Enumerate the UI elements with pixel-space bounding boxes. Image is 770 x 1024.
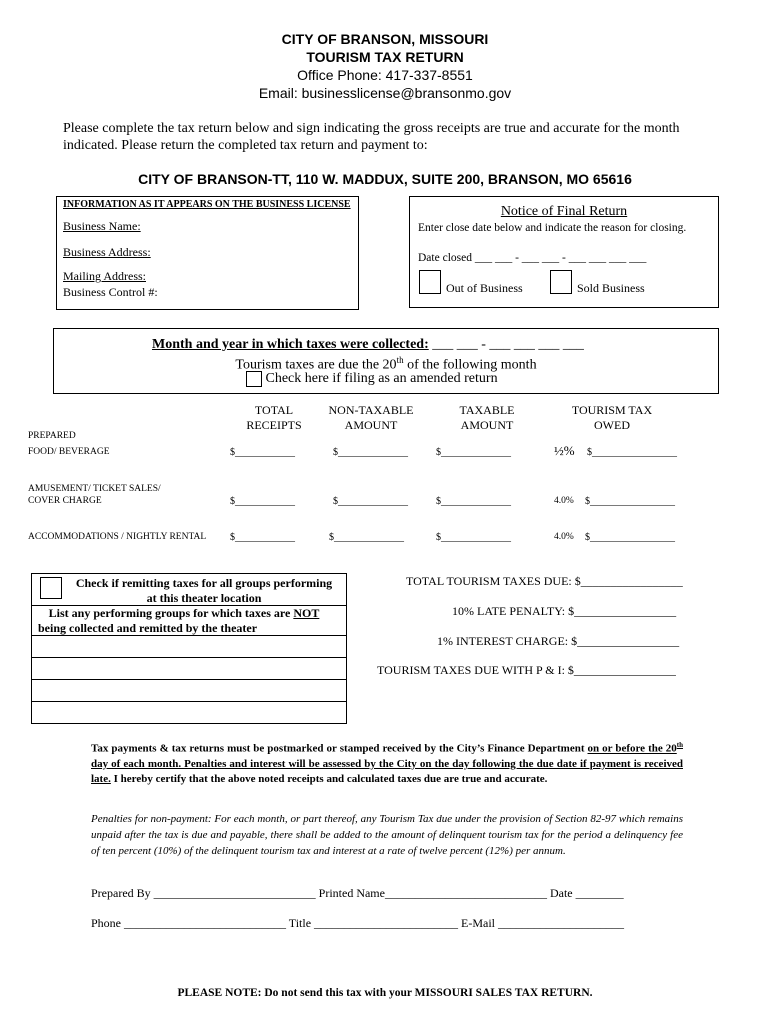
collection-period-row [152,337,584,353]
table-row [0,484,770,514]
contact-line[interactable]: Phone ___________________________ Title ________________________ E-Mail _____________________ [91,916,625,930]
row-label: FOOD/ BEVERAGE [28,447,110,457]
col-header-line: OWED [594,418,630,432]
penalties-text: Penalties for non-payment: For each month, or part thereof, any Tourism Tax due under the provision of Section 82-97 which remains unpaid after the tax is due and payable, there shall be added to the amount of delinquent tourism tax for the period a delinquency fee of ten percent (10%) of the delinquent tourism tax and interest at a rate of twelve percent (12%) per annum. [91,813,683,857]
all-groups-line: Check if remitting taxes for all groups performing [75,576,333,590]
taxable-field[interactable]: $______________ [436,496,511,507]
late-penalty[interactable]: 10% LATE PENALTY: $_________________ [452,604,677,618]
col-header-line: TOTAL [254,403,294,417]
due-date-suffix: of the following month [403,357,537,373]
final-return-title: Notice of Final Return [500,204,628,219]
mailing-destination: CITY OF BRANSON-TT, 110 W. MADDUX, SUITE 200, BRANSON, MO 65616 [138,171,632,187]
performing-groups-box [31,573,347,724]
groups-list-prefix: List any performing groups for which taxes are [48,606,294,620]
groups-list-line [32,606,346,621]
form-title-city: CITY OF BRANSON, MISSOURI [281,31,489,47]
all-groups-line: at this theater location [146,591,262,605]
groups-list-header [32,605,346,636]
office-email: Email: businesslicense@bransonmo.gov [258,85,512,101]
out-of-business-label: Out of Business [446,281,523,295]
group-entry-line[interactable] [32,635,346,658]
form-title-return: TOURISM TAX RETURN [306,49,464,65]
amended-row [246,371,498,387]
all-groups-checkbox[interactable] [40,577,62,599]
total-receipts-field[interactable]: $____________ [230,447,295,458]
total-receipts-field[interactable]: $____________ [230,532,295,543]
office-phone: Office Phone: 417-337-8551 [297,67,473,83]
notice-text: Tax payments & tax returns must be postmarked or stamped received by the City’s Finance Department [91,742,588,755]
amended-checkbox[interactable] [246,371,262,387]
non-taxable-field[interactable]: $______________ [333,447,408,458]
date-closed-field[interactable]: Date closed ___ ___ - ___ ___ - ___ ___ ___ ___ [418,252,647,264]
notice-deadline: on or before the 20 [587,742,677,755]
notice-certify: I hereby certify that the above noted receipts and calculated taxes due are true and accurate. [110,772,548,785]
group-entry-line[interactable] [32,701,346,724]
row-label: AMUSEMENT/ TICKET SALES/ [28,484,161,494]
col-header-line: TAXABLE [459,403,515,417]
total-receipts-field[interactable]: $____________ [230,496,295,507]
collection-period-label: Month and year in which taxes were collected: [152,337,429,352]
business-info-box [56,196,359,310]
non-taxable-field[interactable]: $______________ [333,496,408,507]
taxable-field[interactable]: $______________ [436,447,511,458]
group-entry-line[interactable] [32,657,346,680]
col-header-taxable [434,403,540,433]
final-return-instruction: Enter close date below and indicate the reason for closing. [418,222,687,234]
col-header-line: AMOUNT [460,418,514,432]
col-header-line: TOURISM TAX [571,403,653,417]
sold-business-checkbox[interactable] [550,270,572,294]
notice-sup: th [676,741,683,749]
col-header-line: RECEIPTS [246,418,302,432]
collection-period-box [53,328,719,394]
notice-penalty-terms: day of each month. Penalties and interest will be assessed by the City on the day following the due date if payment is received late. [91,757,683,785]
business-address-field[interactable]: Business Address: [63,245,151,259]
certification-notice [91,738,683,787]
col-header-line: AMOUNT [344,418,398,432]
amended-label: Check here if filing as an amended return [265,371,498,387]
groups-list-line: being collected and remitted by the theater [38,621,258,635]
col-header-tax-owed [556,403,668,433]
sold-business-label: Sold Business [577,281,645,295]
row-label: ACCOMMODATIONS / NIGHTLY RENTAL [28,532,207,542]
mailing-address-field[interactable]: Mailing Address: [63,269,146,283]
group-entry-line[interactable] [32,679,346,702]
out-of-business-checkbox[interactable] [419,270,441,294]
tax-rate: ½% [554,443,575,458]
tax-rate: 4.0% [554,496,574,506]
interest-charge[interactable]: 1% INTEREST CHARGE: $_________________ [437,634,680,648]
collection-period-field[interactable]: ___ ___ - ___ ___ ___ ___ [432,337,584,352]
all-groups-label [66,576,342,606]
table-row [0,431,770,465]
row-label: COVER CHARGE [28,496,102,506]
business-control-field[interactable]: Business Control #: [63,285,158,299]
intro-text: Please complete the tax return below and sign indicating the gross receipts are true and accurate for the month indicated. Please return the completed tax return and payment to: [63,121,680,153]
final-return-box [409,196,719,308]
total-tourism-taxes-due[interactable]: TOTAL TOURISM TAXES DUE: $_________________ [406,574,683,588]
tax-owed-field[interactable]: $_________________ [585,496,675,507]
tax-owed-field[interactable]: $_________________ [585,532,675,543]
business-info-heading: INFORMATION AS IT APPEARS ON THE BUSINESS LICENSE [63,199,351,210]
prepared-by-line[interactable]: Prepared By ___________________________ Printed Name___________________________ Date ________ [91,886,624,900]
tax-owed-field[interactable]: $_________________ [587,447,677,458]
due-date-prefix: Tourism taxes are due the 20 [235,357,397,373]
table-row [0,532,770,550]
col-header-line: NON-TAXABLE [328,403,414,417]
col-header-total-receipts [226,403,322,433]
row-label: PREPARED [28,431,76,441]
business-name-field[interactable]: Business Name: [63,219,141,233]
due-date-sup: th [396,355,404,365]
taxable-field[interactable]: $______________ [436,532,511,543]
tax-rate: 4.0% [554,532,574,542]
col-header-non-taxable [318,403,424,433]
groups-list-not: NOT [293,606,320,620]
non-taxable-field[interactable]: $______________ [329,532,404,543]
footer-note: PLEASE NOTE: Do not send this tax with your MISSOURI SALES TAX RETURN. [177,987,593,999]
header [0,30,770,102]
taxes-due-with-pi[interactable]: TOURISM TAXES DUE WITH P & I: $_________________ [377,663,676,677]
